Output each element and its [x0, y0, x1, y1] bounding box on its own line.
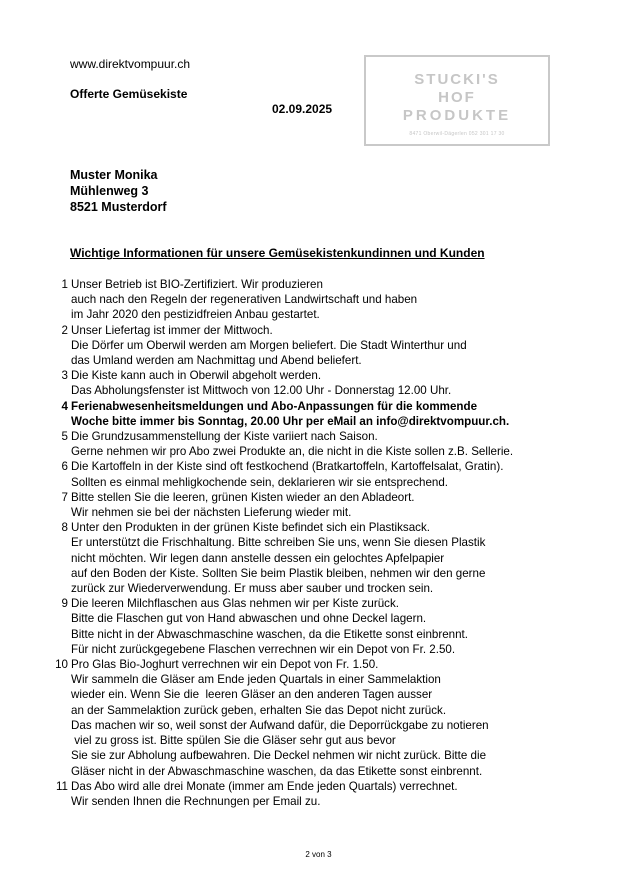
list-item-line: Wir senden Ihnen die Rechnungen per Email zu. [71, 794, 321, 808]
list-item-line: auch nach den Regeln der regenerativen Landwirtschaft und haben [71, 293, 418, 307]
list-item-number: 3 [61, 369, 68, 383]
list-item-number: 2 [61, 323, 68, 337]
list-item-number: 8 [61, 521, 68, 535]
stamp-line-4: 8471 Oberwil-Dägerlen 052 301 17 30 [409, 131, 505, 137]
list-item-line: Woche bitte immer bis Sonntag, 20.00 Uhr per eMail an info@direktvompuur.ch. [71, 414, 510, 428]
list-item [40, 368, 580, 398]
recipient-address [70, 167, 167, 215]
list-item-line: Bitte nicht in der Abwaschmaschine waschen, da die Etikette sonst einbrennt. [71, 627, 468, 641]
list-item-line: Die leeren Milchflaschen aus Glas nehmen wir per Kiste zurück. [71, 597, 399, 611]
list-item-number: 7 [61, 490, 68, 504]
list-item-line: Gläser nicht in der Abwaschmaschine waschen, da das Etikette sonst einbrennt. [71, 764, 483, 778]
list-item-text [71, 277, 417, 323]
list-item-number: 6 [61, 460, 68, 474]
list-item-line: Pro Glas Bio-Joghurt verrechnen wir ein Depot von Fr. 1.50. [71, 658, 379, 672]
document-date: 02.09.2025 [272, 102, 333, 116]
recipient-city: 8521 Musterdorf [70, 200, 167, 214]
list-item-line: Unser Betrieb ist BIO-Zertifiziert. Wir produzieren [71, 278, 323, 291]
list-item-line: Für nicht zurückgegebene Flaschen verrechnen wir ein Depot von Fr. 2.50. [71, 642, 456, 656]
list-item [40, 399, 580, 429]
list-item-line: Die Dörfer um Oberwil werden am Morgen beliefert. Die Stadt Winterthur und [71, 338, 467, 352]
list-item-number: 1 [61, 278, 68, 291]
page-number: 2 von 3 [305, 850, 332, 859]
list-item-line: Unser Liefertag ist immer der Mittwoch. [71, 323, 273, 337]
list-item-line: zurück zur Wiederverwendung. Er muss aber sauber und trocken sein. [71, 582, 434, 596]
stamp-line-2: HOF [438, 89, 476, 106]
list-item [40, 277, 580, 323]
list-item-number: 9 [61, 597, 68, 611]
list-item-text [71, 399, 509, 429]
list-item-text [71, 459, 503, 489]
list-item-line: Wir sammeln die Gläser am Ende jeden Quartals in einer Sammelaktion [71, 673, 441, 687]
list-item-line: Das machen wir so, weil sonst der Aufwand dafür, die Deporrückgabe zu notieren [71, 718, 489, 732]
list-item-text [71, 657, 489, 779]
list-item-line: Unter den Produkten in der grünen Kiste befindet sich ein Plastiksack. [71, 521, 430, 535]
list-item-text [71, 368, 451, 398]
list-item-line: Das Abo wird alle drei Monate (immer am Ende jeden Quartals) verrechnet. [71, 779, 458, 793]
list-item [40, 429, 580, 459]
list-item [40, 596, 580, 657]
list-item-line: das Umland werden am Nachmittag und Abend beliefert. [71, 354, 362, 368]
list-item-line: Bitte stellen Sie die leeren, grünen Kisten wieder an den Abladeort. [71, 490, 415, 504]
list-item-line: Sollten es einmal mehligkochende sein, deklarieren wir sie entsprechend. [71, 475, 449, 489]
list-item-line: Die Kiste kann auch in Oberwil abgeholt werden. [71, 369, 322, 383]
stamp-line-3: PRODUKTE [402, 107, 512, 124]
list-item-number: 10 [55, 658, 68, 672]
list-item-line: Das Abholungsfenster ist Mittwoch von 12.00 Uhr - Donnerstag 12.00 Uhr. [71, 384, 452, 398]
list-item [40, 779, 580, 809]
section-heading: Wichtige Informationen für unsere Gemüsekistenkundinnen und Kunden [70, 246, 485, 260]
list-item-line: auf den Boden der Kiste. Sollten Sie beim Plastik bleiben, nehmen wir den gerne [71, 566, 486, 580]
list-item [40, 323, 580, 369]
list-item-line: Bitte die Flaschen gut von Hand abwaschen und ohne Deckel lagern. [71, 612, 427, 626]
list-item-number: 11 [55, 779, 68, 793]
list-item-text [71, 779, 458, 809]
list-item-line: viel zu gross ist. Bitte spülen Sie die Gläser sehr gut aus bevor [71, 734, 396, 748]
list-item-line: Sie sie zur Abholung aufbewahren. Die Deckel nehmen wir nicht zurück. Bitte die [71, 749, 487, 763]
list-item-text [71, 520, 485, 596]
recipient-street: Mühlenweg 3 [70, 184, 149, 198]
list-item [40, 520, 580, 596]
list-item-text [71, 429, 513, 459]
list-item-line: nicht möchten. Wir legen dann anstelle dessen ein gelochtes Apfelpapier [71, 551, 445, 565]
list-item-number: 5 [61, 430, 68, 444]
stamp-line-1: STUCKI'S [414, 71, 500, 88]
list-item-line: Die Kartoffeln in der Kiste sind oft festkochend (Bratkartoffeln, Kartoffelsalat, Gratin). [71, 460, 504, 474]
list-item-line: wieder ein. Wenn Sie die leeren Gläser an den anderen Tagen ausser [71, 688, 433, 702]
list-item [40, 657, 580, 779]
website-url: www.direktvompuur.ch [70, 57, 191, 71]
list-item-line: Die Grundzusammenstellung der Kiste variiert nach Saison. [71, 430, 378, 444]
list-item-number: 4 [61, 399, 68, 413]
info-list [40, 277, 580, 809]
list-item-line: im Jahr 2020 den pestizidfreien Anbau gestartet. [71, 308, 320, 322]
list-item [40, 490, 580, 520]
recipient-name: Muster Monika [70, 168, 158, 182]
list-item [40, 459, 580, 489]
list-item-line: Er unterstützt die Frischhaltung. Bitte schreiben Sie uns, wenn Sie diesen Plastik [71, 536, 486, 550]
list-item-line: an der Sammelaktion zurück geben, erhalten Sie das Depot nicht zurück. [71, 703, 447, 717]
list-item-line: Gerne nehmen wir pro Abo zwei Produkte an, die nicht in die Kiste sollen z.B. Sellerie. [71, 445, 514, 459]
list-item-line: Ferienabwesenheitsmeldungen und Abo-Anpassungen für die kommende [71, 399, 478, 413]
list-item-text [71, 490, 415, 520]
list-item-text [71, 323, 467, 369]
list-item-line: Wir nehmen sie bei der nächsten Lieferung wieder mit. [71, 506, 352, 520]
document-subject: Offerte Gemüsekiste [70, 87, 188, 101]
company-stamp [364, 55, 550, 146]
list-item-text [71, 596, 468, 657]
